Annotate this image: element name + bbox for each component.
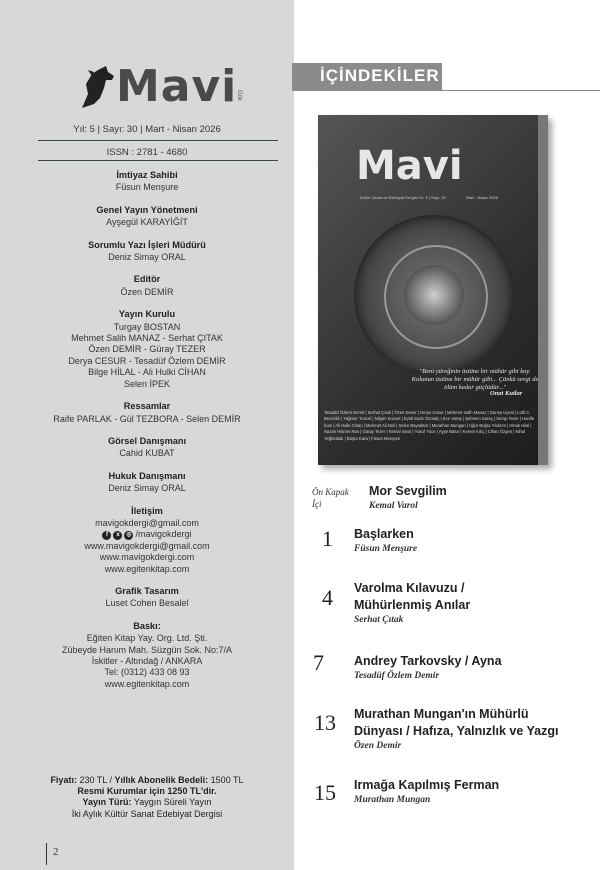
toc-entry-title: Mor Sevgilim xyxy=(369,484,447,498)
cover-image xyxy=(318,115,548,465)
staff-group xyxy=(0,205,294,229)
staff-name: Turgay BOSTAN xyxy=(113,321,181,332)
publication-type: Yayın Türü: Yaygın Süreli Yayın xyxy=(82,797,212,808)
footer-info xyxy=(0,775,294,820)
toc-entry-title: Varolma Kılavuzu / Mühürlenmiş Anılar xyxy=(354,581,471,612)
staff-name: Deniz Simay ORAL xyxy=(108,483,186,494)
print-line: Eğiten Kitap Yay. Org. Ltd. Şti. xyxy=(86,633,208,644)
staff-name: Raife PARLAK - Gül TEZBORA - Selen DEMİR xyxy=(53,413,241,424)
instagram-icon[interactable]: ◎ xyxy=(126,531,132,538)
horse-icon xyxy=(78,64,118,112)
staff-group xyxy=(0,401,294,425)
toc-entry-author: Murathan Mungan xyxy=(354,795,431,805)
toc-entry-author: Serhat Çıtak xyxy=(354,615,404,625)
page-number: 2 xyxy=(53,846,59,858)
toc-heading-rule xyxy=(442,90,600,91)
toc-heading xyxy=(292,63,442,91)
x-icon[interactable]: x xyxy=(113,531,122,540)
toc-entry-number: 13 xyxy=(314,710,336,735)
cover-subtitle: Kültür Sanat ve Edebiyat Dergisi Yıl: 5 | Sayı: 30 xyxy=(360,195,446,200)
group-title: İmtiyaz Sahibi xyxy=(116,170,178,180)
logo-text: Mavi xyxy=(116,61,238,112)
toc-entry-author: Kemal Varol xyxy=(369,501,418,511)
group-title: Genel Yayın Yönetmeni xyxy=(96,204,198,215)
social-handle[interactable]: /mavigokdergi xyxy=(135,529,192,540)
toc-entry-author: Füsun Menşure xyxy=(354,544,418,554)
social-links xyxy=(0,529,294,540)
cover-date: Mart - Nisan 2026 xyxy=(466,195,498,200)
staff-name: Mehmet Salih MANAZ - Serhat ÇITAK xyxy=(71,333,223,344)
toc-heading-text: İÇİNDEKİLER xyxy=(320,66,440,85)
staff-name: Bilge HİLAL - Ali Hulki CİHAN xyxy=(88,367,206,378)
staff-list xyxy=(0,170,294,701)
staff-name: Deniz Simay ORAL xyxy=(108,252,186,263)
price-line: Fiyatı: 230 TL / Yıllık Abonelik Bedeli: 1500 TL xyxy=(50,775,244,785)
toc-entry-title: Irmağa Kapılmış Ferman xyxy=(354,778,500,792)
institution-price: Resmi Kurumlar için 1250 TL'dir. xyxy=(77,786,217,797)
toc-entry-number: 1 xyxy=(322,526,333,551)
group-title: Baskı: xyxy=(133,620,161,631)
toc-entry-title: Başlarken xyxy=(354,527,414,541)
page-number-bar xyxy=(46,843,47,865)
mavi-logo xyxy=(78,60,248,114)
group-title: Yayın Kurulu xyxy=(118,309,176,320)
toc-entry-number: 7 xyxy=(313,650,324,675)
group-title: Ressamlar xyxy=(123,401,171,412)
group-title: Görsel Danışmanı xyxy=(107,435,187,446)
print-line: Zübeyde Hanım Mah. Süzgün Sok. No:7/A xyxy=(61,644,233,655)
staff-group xyxy=(0,274,294,298)
contact-group xyxy=(0,506,294,575)
toc-entry[interactable] xyxy=(369,483,447,513)
logo-subtitle: Gök xyxy=(236,90,242,102)
staff-group xyxy=(0,309,294,390)
cover-contributors: Tesadüf Özlem Demir | Serhat Çıtak | Özen Demir | Deryn Cesur | Mehmet Salih Manaz | Güneş Uysal | Lütfi C. Beceriklı | Yağmur Tuncel | Nilgün Kuvvet | Eylül Sude Özmalç | Ece Varaş | Şebnem Saraç | Serap Tezer | Hanife İnan | Ali Hulki Cihan | Mehmet Ali Deli | Selen Bayraktar | Murathan Mungan | Uğur Buğra Yıldırım | Irmak Hilal | Nazım Hikmet Ran | Güray Tezer | Kemal Varol | Yusuf Yüce | Ayşe Batur | Kerem Kılıç | Cihan Özgen | Nihal Yeğinobalı | Büşra Kara | Füsun Menşure xyxy=(324,410,535,441)
toc-entry-author: Özen Demir xyxy=(354,741,402,751)
print-line: İskitler - Altındağ / ANKARA xyxy=(91,656,203,666)
toc-entry-title: Andrey Tarkovsky / Ayna xyxy=(354,654,502,668)
sun-icon xyxy=(404,265,464,325)
staff-name: Selen İPEK xyxy=(123,378,171,389)
contact-line[interactable]: www.mavigokdergi.com xyxy=(99,552,195,563)
toc-entry[interactable] xyxy=(354,706,559,753)
issn: ISSN : 2781 - 4680 xyxy=(106,147,188,158)
contact-email[interactable]: mavigokdergi@gmail.com xyxy=(95,517,199,528)
staff-group xyxy=(0,240,294,264)
publication-desc: İki Aylık Kültür Sanat Edebiyat Dergisi xyxy=(71,808,223,819)
cover-quote-author: Onat Kutlar xyxy=(490,390,523,397)
toc-entry-number: 4 xyxy=(322,585,333,610)
cover-quote: "Beni yüreğinin üstüne bir mühür gibi koy. Kolunun üstüne bir mühür gibi... Çünkü sevgi de ölüm kadar güçlüdür..." xyxy=(411,368,539,391)
group-title: İletişim xyxy=(131,505,163,516)
cover-spine xyxy=(538,115,548,465)
group-title: Hukuk Danışmanı xyxy=(108,470,186,481)
staff-group xyxy=(0,471,294,495)
staff-group xyxy=(0,170,294,194)
staff-name: Özen DEMİR - Güray TEZER xyxy=(88,344,206,355)
toc-entry-author: Tesadüf Özlem Demir xyxy=(354,671,440,681)
toc-entry-number: Ön Kapak İçi xyxy=(312,487,349,509)
cover-logo: Mavi xyxy=(356,143,463,189)
contact-line[interactable]: www.mavigokdergi@gmail.com xyxy=(84,540,210,551)
issue-info: Yıl: 5 | Sayı: 30 | Mart - Nisan 2026 xyxy=(73,124,221,135)
staff-name: Füsun Menşure xyxy=(115,182,179,193)
toc-entry[interactable] xyxy=(354,526,417,556)
staff-group xyxy=(0,436,294,460)
toc-entry-title: Murathan Mungan'ın Mühürlü Dünyası / Hafıza, Yalnızlık ve Yazgı xyxy=(354,707,559,738)
group-title: Grafik Tasarım xyxy=(115,585,179,596)
seal-image xyxy=(354,215,514,375)
toc-entry[interactable] xyxy=(354,653,502,683)
staff-name: Ayşegül KARAYİĞİT xyxy=(106,217,188,228)
staff-name: Özen DEMİR xyxy=(120,286,174,297)
group-name: Luset Cohen Besalel xyxy=(105,598,189,609)
facebook-icon[interactable]: f xyxy=(102,531,111,540)
contact-line[interactable]: www.egitenkitap.com xyxy=(104,563,190,574)
toc-entry[interactable] xyxy=(354,580,470,627)
staff-name: Derya CESUR - Tesadüf Özlem DEMİR xyxy=(68,355,226,366)
design-group xyxy=(0,586,294,610)
staff-name: Cahid KUBAT xyxy=(119,448,175,459)
divider xyxy=(38,140,278,141)
print-line: Tel: (0312) 433 08 93 xyxy=(104,667,190,678)
toc-entry-number: 15 xyxy=(314,780,336,805)
print-group xyxy=(0,621,294,690)
masthead-column xyxy=(0,0,294,870)
group-title: Sorumlu Yazı İşleri Müdürü xyxy=(88,239,206,250)
divider xyxy=(38,160,278,161)
print-line[interactable]: www.egitenkitap.com xyxy=(104,678,190,689)
toc-entry[interactable] xyxy=(354,777,499,807)
group-title: Editör xyxy=(133,274,161,285)
